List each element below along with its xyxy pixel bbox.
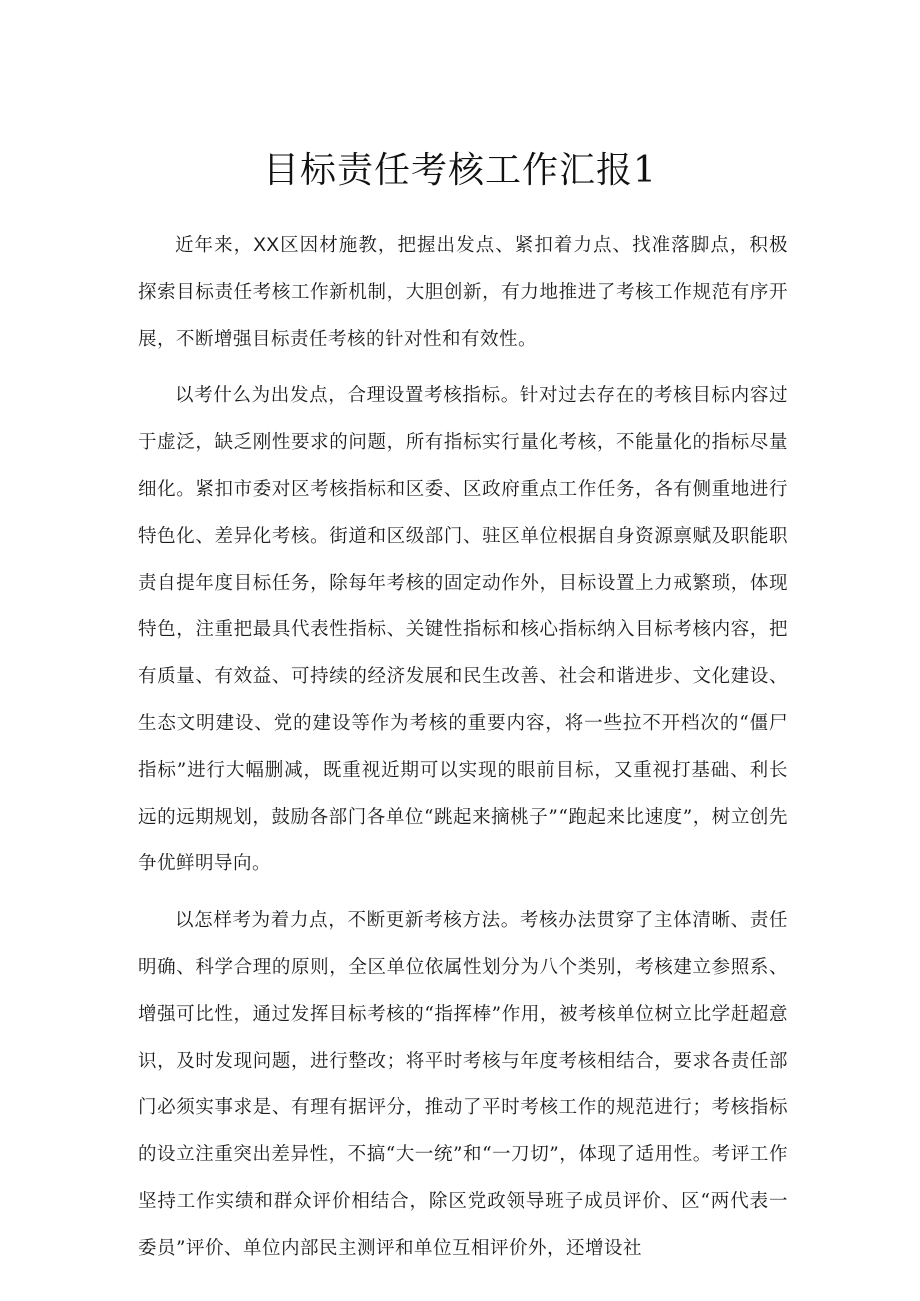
paragraph-intro-prefix: 近年来，	[175, 235, 254, 256]
document-body	[138, 223, 788, 1283]
paragraph-intro	[138, 223, 788, 363]
paragraph-intro-text: 区因材施教，把握出发点、紧扣着力点、找准落脚点，积极探索目标责任考核工作新机制，大胆创新，有力地推进了考核工作规范有序开展，不断增强目标责任考核的针对性和有效性。	[138, 235, 788, 350]
paragraph-indicators: 以考什么为出发点，合理设置考核指标。针对过去存在的考核目标内容过于虚泛，缺乏刚性要求的问题，所有指标实行量化考核，不能量化的指标尽量细化。紧扣市委对区考核指标和区委、区政府重点工作任务，各有侧重地进行特色化、差异化考核。街道和区级部门、驻区单位根据自身资源禀赋及职能职责自提年度目标任务，除每年考核的固定动作外，目标设置上力戒繁琐，体现特色，注重把最具代表性指标、关键性指标和核心指标纳入目标考核内容，把有质量、有效益、可持续的经济发展和民生改善、社会和谐进步、文化建设、生态文明建设、党的建设等作为考核的重要内容，将一些拉不开档次的“僵尸指标”进行大幅删减，既重视近期可以实现的眼前目标，又重视打基础、利长远的远期规划，鼓励各部门各单位“跳起来摘桃子”“跑起来比速度”，树立创先争优鲜明导向。	[138, 385, 788, 875]
placeholder-district-name: XX	[253, 235, 280, 256]
paragraph-methods: 以怎样考为着力点，不断更新考核方法。考核办法贯穿了主体清晰、责任明确、科学合理的原则，全区单位依属性划分为八个类别，考核建立参照系、增强可比性，通过发挥目标考核的“指挥棒”作用，被考核单位树立比学赶超意识，及时发现问题，进行整改；将平时考核与年度考核相结合，要求各责任部门必须实事求是、有理有据评分，推动了平时考核工作的规范进行；考核指标的设立注重突出差异性，不搞“大一统”和“一刀切”，体现了适用性。考评工作坚持工作实绩和群众评价相结合，除区党政领导班子成员评价、区“两代表一委员”评价、单位内部民主测评和单位互相评价外，还增设社	[138, 910, 788, 1259]
document-title: 目标责任考核工作汇报1	[263, 150, 657, 191]
